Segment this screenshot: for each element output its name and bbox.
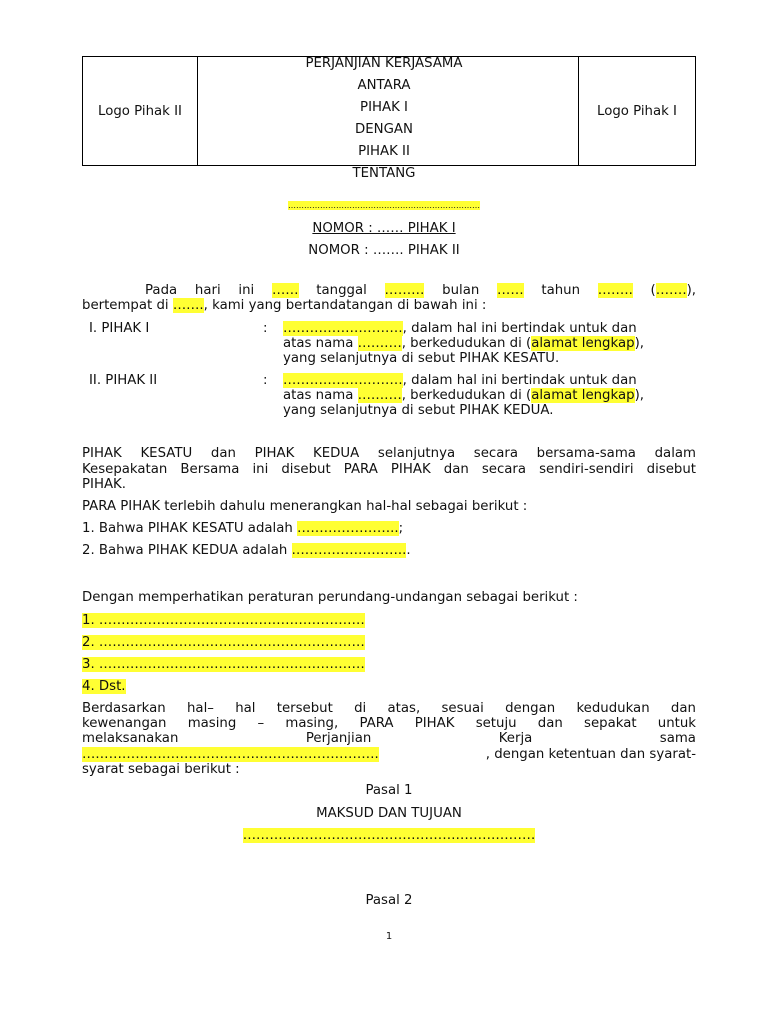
party-i-line-3: yang selanjutnya di sebut PIHAK KESATU.	[283, 351, 560, 366]
title-blank: ………………………………………………………………	[288, 201, 480, 210]
party-ii-line-1: ………………………, dalam hal ini bertindak untuk dan	[283, 373, 637, 388]
berdasarkan-line-3: melaksanakan Perjanjian Kerja sama	[82, 731, 696, 746]
title-line-3: PIHAK I	[360, 100, 408, 115]
opening-line-2: bertempat di ……., kami yang bertandatangan di bawah ini :	[82, 298, 487, 313]
party-i-colon: :	[263, 321, 268, 336]
title-line-6: TENTANG	[352, 166, 416, 181]
berdasarkan-line-5: syarat sebagai berikut :	[82, 762, 240, 777]
party-ii-line-3: yang selanjutnya di sebut PIHAK KEDUA.	[283, 403, 554, 418]
logo-pihak-i: Logo Pihak I	[597, 103, 677, 119]
title-line-5: PIHAK II	[358, 144, 410, 159]
bahwa-item-2: 2. Bahwa PIHAK KEDUA adalah ……………………...	[82, 543, 411, 558]
logo-pihak-ii: Logo Pihak II	[98, 103, 182, 119]
party-ii-line-2: atas nama ………., berkedudukan di (alamat lengkap),	[283, 388, 644, 403]
party-i-line-2: atas nama ………., berkedudukan di (alamat lengkap),	[283, 336, 644, 351]
page-number: 1	[385, 931, 393, 942]
pasal-1-title: MAKSUD DAN TUJUAN	[316, 806, 462, 821]
bahwa-item-1: 1. Bahwa PIHAK KESATU adalah …………………..;	[82, 521, 404, 536]
title-line-4: DENGAN	[355, 122, 413, 137]
title-line-1: PERJANJIAN KERJASAMA	[305, 56, 463, 71]
party-ii-colon: :	[263, 373, 268, 388]
nomor-pihak-ii: NOMOR : ……. PIHAK II	[308, 243, 460, 258]
peraturan-item-4: 4. Dst.	[82, 679, 126, 694]
peraturan-item-3: 3. ……………………………………………………	[82, 657, 365, 672]
berdasarkan-line-4: …………………………………………………………. , dengan ketentuan dan syarat-	[82, 747, 696, 762]
memperhatikan-text: Dengan memperhatikan peraturan perundang-undangan sebagai berikut :	[82, 590, 578, 605]
para-pihak-line-1: PIHAK KESATU dan PIHAK KEDUA selanjutnya secara bersama-sama dalam	[82, 446, 696, 461]
pasal-1-heading: Pasal 1	[365, 783, 413, 798]
berdasarkan-line-1: Berdasarkan hal– hal tersebut di atas, sesuai dengan kedudukan dan	[82, 701, 696, 716]
nomor-pihak-i: NOMOR : …… PIHAK I	[312, 221, 456, 236]
menerangkan-text: PARA PIHAK terlebih dahulu menerangkan hal-hal sebagai berikut :	[82, 499, 528, 514]
pasal-2-heading: Pasal 2	[365, 893, 413, 908]
berdasarkan-line-2: kewenangan masing – masing, PARA PIHAK setuju dan sepakat untuk	[82, 716, 696, 731]
party-i-label: I. PIHAK I	[89, 321, 150, 336]
party-i-line-1: ………………………, dalam hal ini bertindak untuk dan	[283, 321, 637, 336]
peraturan-item-2: 2. ……………………………………………………	[82, 635, 365, 650]
pasal-1-blank-row	[82, 828, 696, 843]
title-line-2: ANTARA	[357, 78, 411, 93]
opening-line-1: Pada hari ini …… tanggal ……… bulan …… tahun …….. (…….),	[145, 283, 696, 298]
para-pihak-line-2: Kesepakatan Bersama ini disebut PARA PIHAK dan secara sendiri-sendiri disebut	[82, 462, 696, 477]
peraturan-item-1: 1. ……………………………………………………	[82, 613, 365, 628]
para-pihak-line-3: PIHAK.	[82, 477, 126, 492]
title-blank-row	[0, 201, 768, 210]
pasal-1-blank: …………………………………………………………	[242, 828, 536, 843]
party-ii-label: II. PIHAK II	[89, 373, 158, 388]
